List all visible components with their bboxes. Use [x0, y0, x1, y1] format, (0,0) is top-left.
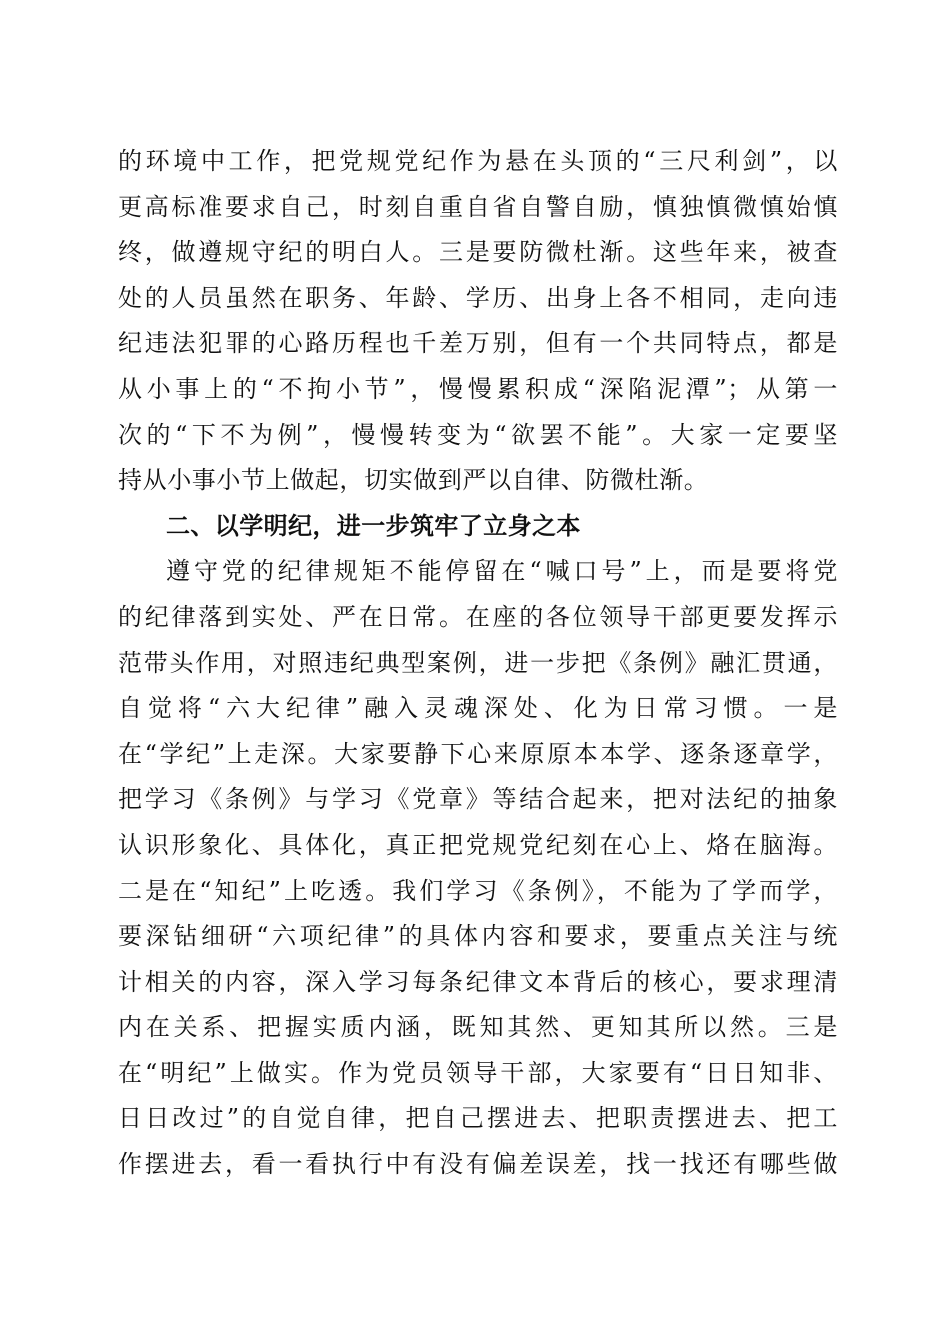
- body-line: 作摆进去，看一看执行中有没有偏差误差，找一找还有哪些做: [118, 1150, 838, 1179]
- body-line: 认识形象化、具体化，真正把党规党纪刻在心上、烙在脑海。: [118, 830, 838, 859]
- body-line: 更高标准要求自己，时刻自重自省自警自励，慎独慎微慎始慎: [118, 192, 838, 221]
- body-line: 处的人员虽然在职务、年龄、学历、出身上各不相同，走向违: [118, 283, 838, 312]
- body-line: 在“学纪”上走深。大家要静下心来原原本本学、逐条逐章学，: [118, 739, 838, 768]
- body-line: 自觉将“六大纪律”融入灵魂深处、化为日常习惯。一是: [118, 694, 838, 723]
- body-line: 计相关的内容，深入学习每条纪律文本背后的核心，要求理清: [118, 967, 838, 996]
- body-line: 次的“下不为例”，慢慢转变为“欲罢不能”。大家一定要坚: [118, 420, 838, 449]
- section-heading: 二、以学明纪，进一步筑牢了立身之本: [166, 511, 581, 540]
- body-line: 范带头作用，对照违纪典型案例，进一步把《条例》融汇贯通，: [118, 648, 838, 677]
- body-line: 二是在“知纪”上吃透。我们学习《条例》，不能为了学而学，: [118, 876, 838, 905]
- body-line: 持从小事小节上做起，切实做到严以自律、防微杜渐。: [118, 466, 709, 495]
- paragraph-first-line: 遵守党的纪律规矩不能停留在“喊口号”上，而是要将党: [166, 557, 838, 586]
- document-body: [118, 139, 838, 1188]
- body-line: 要深钻细研“六项纪律”的具体内容和要求，要重点关注与统: [118, 922, 838, 951]
- body-line: 把学习《条例》与学习《党章》等结合起来，把对法纪的抽象: [118, 785, 838, 814]
- body-line: 内在关系、把握实质内涵，既知其然、更知其所以然。三是: [118, 1013, 838, 1042]
- body-line: 日日改过”的自觉自律，把自己摆进去、把职责摆进去、把工: [118, 1104, 838, 1133]
- body-line: 的环境中工作，把党规党纪作为悬在头顶的“三尺利剑”，以: [118, 147, 838, 175]
- body-line: 在“明纪”上做实。作为党员领导干部，大家要有“日日知非、: [118, 1058, 838, 1087]
- body-line: 终，做遵规守纪的明白人。三是要防微杜渐。这些年来，被查: [118, 238, 838, 267]
- body-line: 的纪律落到实处、严在日常。在座的各位领导干部更要发挥示: [118, 602, 838, 631]
- body-line: 纪违法犯罪的心路历程也千差万别，但有一个共同特点，都是: [118, 329, 838, 358]
- body-line: 从小事上的“不拘小节”，慢慢累积成“深陷泥潭”；从第一: [118, 374, 838, 403]
